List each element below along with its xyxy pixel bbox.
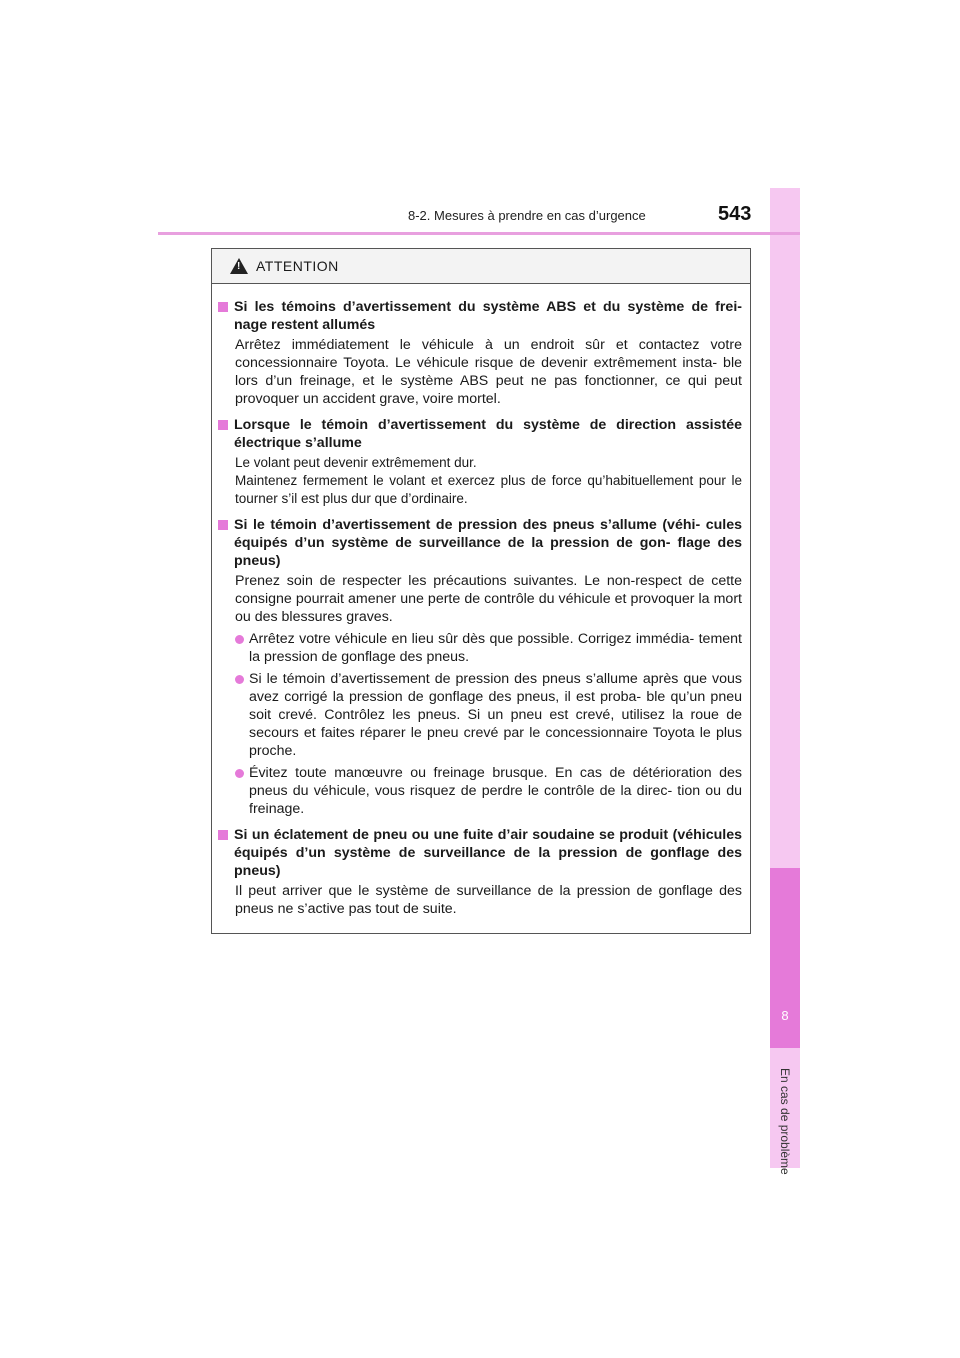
warning-header [212,249,750,284]
warning-item-tire-pressure [218,516,742,818]
list-item: Si le témoin d’avertissement de pression des pneus s’allume après que vous avez corrigé la pression de gonflage des pneus, il est proba- ble qu’un pneu soit crevé. Contrôlez les pneus. Si un pneu est crevé, utilisez la roue de secours et faites réparer le pneu crevé par le concessionnaire Toyota le plus proche. [218,670,742,760]
item-heading: Si le témoin d’avertissement de pression des pneus s’allume (véhi- cules équipés d’un système de surveillance de la pression de gon- flage des pneus) [234,517,742,569]
page-number: 543 [718,203,752,225]
round-bullet-icon [235,635,244,644]
list-item: Évitez toute manœuvre ou freinage brusque. En cas de détérioration des pneus du véhicule, vous risquez de perdre le contrôle de la direc- tion ou du freinage. [218,764,742,818]
warning-triangle-icon [230,258,248,274]
item-heading: Si les témoins d’avertissement du système ABS et du système de frei- nage restent allumés [234,299,742,333]
item-heading: Si un éclatement de pneu ou une fuite d’air soudaine se produit (véhicules équipés d’un système de surveillance de la pression de gonflage des pneus) [234,827,742,879]
chapter-title: En cas de problème [778,1068,792,1175]
square-bullet-icon [218,420,228,430]
warning-item-tire-burst [218,826,742,918]
item-body: Arrêtez immédiatement le véhicule à un endroit sûr et contactez votre concessionnaire Toyota. Le véhicule risque de devenir extrêmement insta- ble lors d’un freinage, et le système ABS peut ne pas fonctionner, ce qui peut provoquer un accident grave, voire mortel. [235,337,742,407]
square-bullet-icon [218,520,228,530]
square-bullet-icon [218,302,228,312]
warning-item-abs [218,298,742,408]
item-body: Il peut arriver que le système de surveillance de la pression de gonflage des pneus ne s’active pas tout de suite. [235,883,742,917]
section-title: 8-2. Mesures à prendre en cas d’urgence [408,208,646,223]
side-chapter-tab [770,188,800,1175]
square-bullet-icon [218,830,228,840]
item-body: Prenez soin de respecter les précautions suivantes. Le non-respect de cette consigne pourrait amener une perte de contrôle du véhicule et provoquer la mort ou des blessures graves. [235,573,742,625]
chapter-number: 8 [781,1008,789,1023]
header-divider [158,232,800,235]
warning-item-steering [218,416,742,508]
round-bullet-icon [235,675,244,684]
item-body-line: Maintenez fermement le volant et exercez plus de force qu’habituellement pour le tourner s’il est plus dur que d’ordinaire. [235,473,742,506]
item-heading: Lorsque le témoin d’avertissement du système de direction assistée électrique s’allume [234,417,742,451]
list-item: Arrêtez votre véhicule en lieu sûr dès que possible. Corrigez immédia- tement la pression de gonflage des pneus. [218,630,742,666]
round-bullet-icon [235,769,244,778]
warning-body [212,284,750,918]
warning-title: ATTENTION [256,258,339,274]
item-body-line: Le volant peut devenir extrêmement dur. [235,455,477,470]
warning-box [211,248,751,934]
